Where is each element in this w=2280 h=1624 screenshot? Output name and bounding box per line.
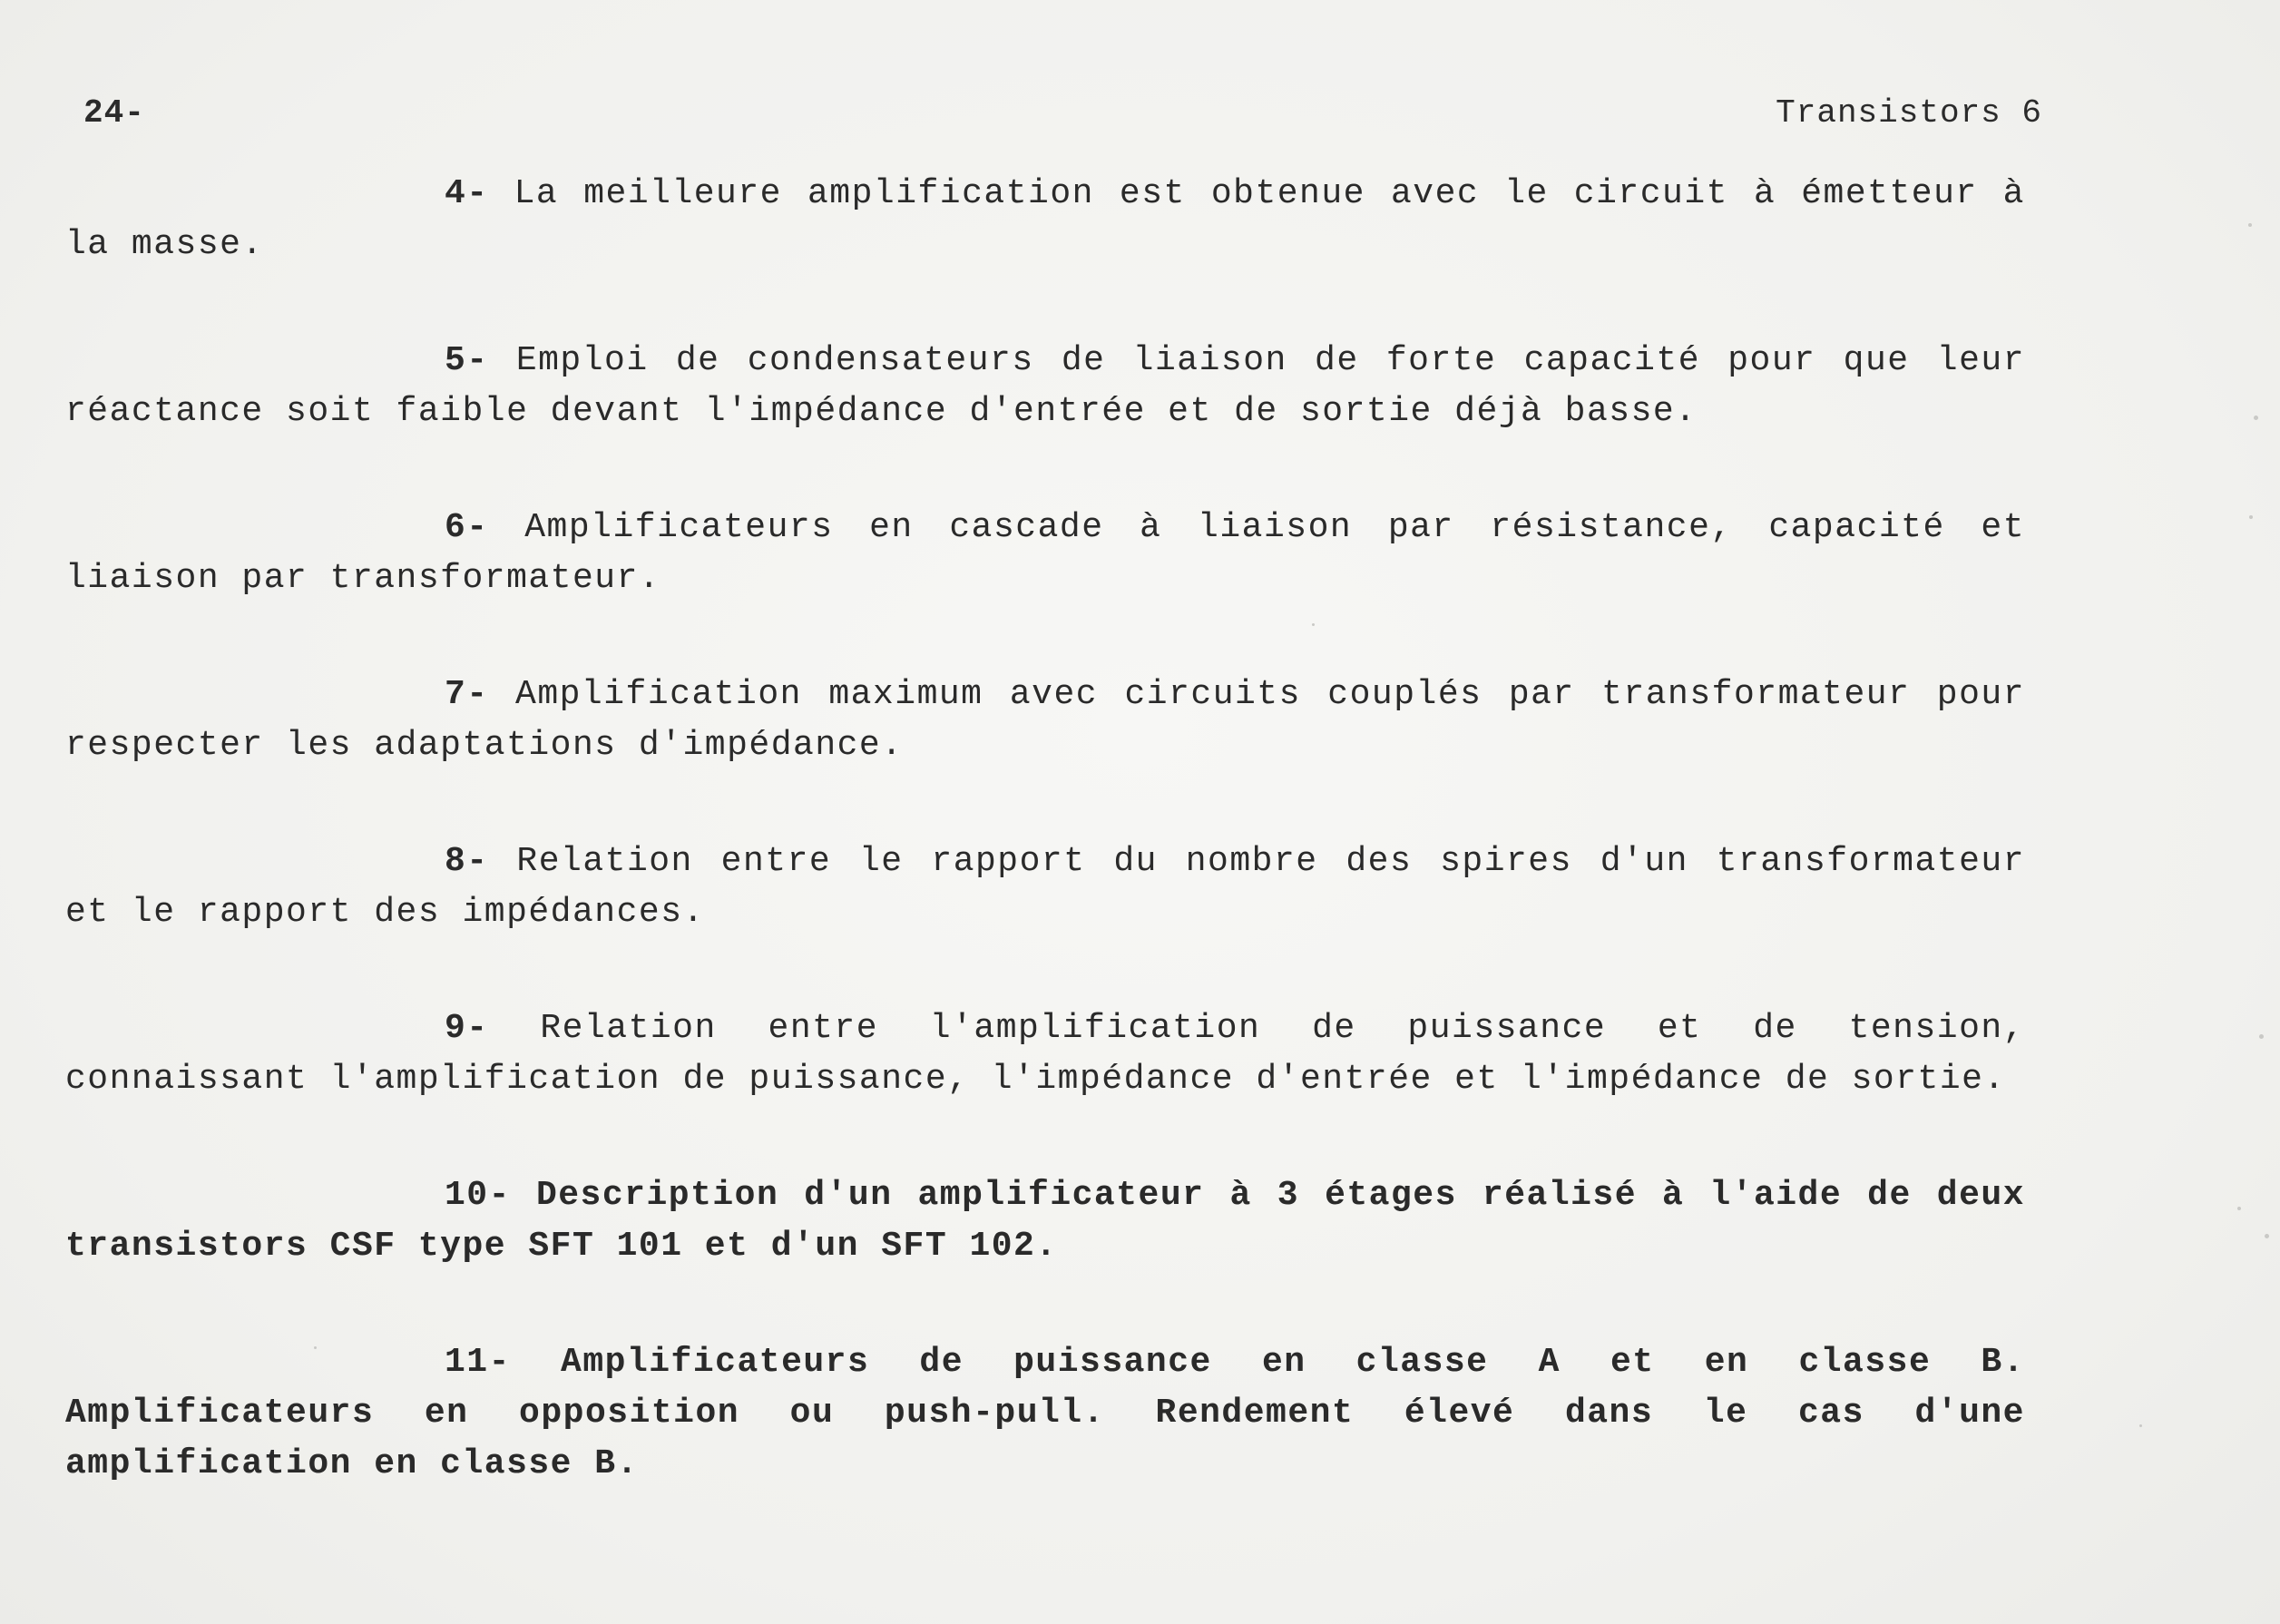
numbered-list [65,169,2025,1555]
item-text: La meilleure amplification est obtenue avec le circuit à émetteur à la masse. [65,174,2025,264]
list-item-8 [65,836,2025,938]
running-title: Transistors 6 [1776,94,2042,132]
item-number: 10- [445,1176,511,1215]
item-text: Amplificateurs en cascade à liaison par résistance, capacité et liaison par transformateur. [65,508,2025,598]
list-item-5 [65,336,2025,437]
scan-speck [2139,1424,2142,1427]
list-item-4 [65,169,2025,270]
item-number: 11- [445,1343,511,1382]
item-number: 8- [445,842,489,881]
list-item-11 [65,1337,2025,1490]
list-item-7 [65,670,2025,771]
scan-speck [2259,1034,2264,1039]
item-number: 6- [445,508,489,547]
scan-speck [2254,416,2258,420]
list-item-9 [65,1003,2025,1105]
item-text: Amplificateurs de puissance en classe A et en classe B. Amplificateurs en opposition ou push-pull. Rendement élevé dans le cas d'une amplification en classe B. [65,1343,2025,1483]
item-number: 7- [445,675,489,714]
item-text: Amplification maximum avec circuits couplés par transformateur pour respecter les adaptations d'impédance. [65,675,2025,765]
scan-speck [2249,515,2253,519]
page-number: 24- [83,94,145,132]
item-text: Description d'un amplificateur à 3 étages réalisé à l'aide de deux transistors CSF type SFT 101 et d'un SFT 102. [65,1176,2025,1266]
item-number: 5- [445,341,489,380]
scan-speck [2265,1234,2269,1238]
list-item-10 [65,1170,2025,1272]
item-text: Relation entre l'amplification de puissance et de tension, connaissant l'amplification de puissance, l'impédance d'entrée et l'impédance de sortie. [65,1009,2025,1099]
item-text: Emploi de condensateurs de liaison de forte capacité pour que leur réactance soit faible devant l'impédance d'entrée et de sortie déjà basse. [65,341,2025,431]
scan-speck [2237,1207,2241,1210]
scan-speck [1312,623,1315,626]
item-number: 4- [445,174,489,213]
scan-speck [314,1346,317,1349]
item-number: 9- [445,1009,489,1048]
item-text: Relation entre le rapport du nombre des spires d'un transformateur et le rapport des impédances. [65,842,2025,932]
list-item-6 [65,503,2025,604]
page-header [0,94,2280,149]
scan-speck [2248,223,2252,227]
